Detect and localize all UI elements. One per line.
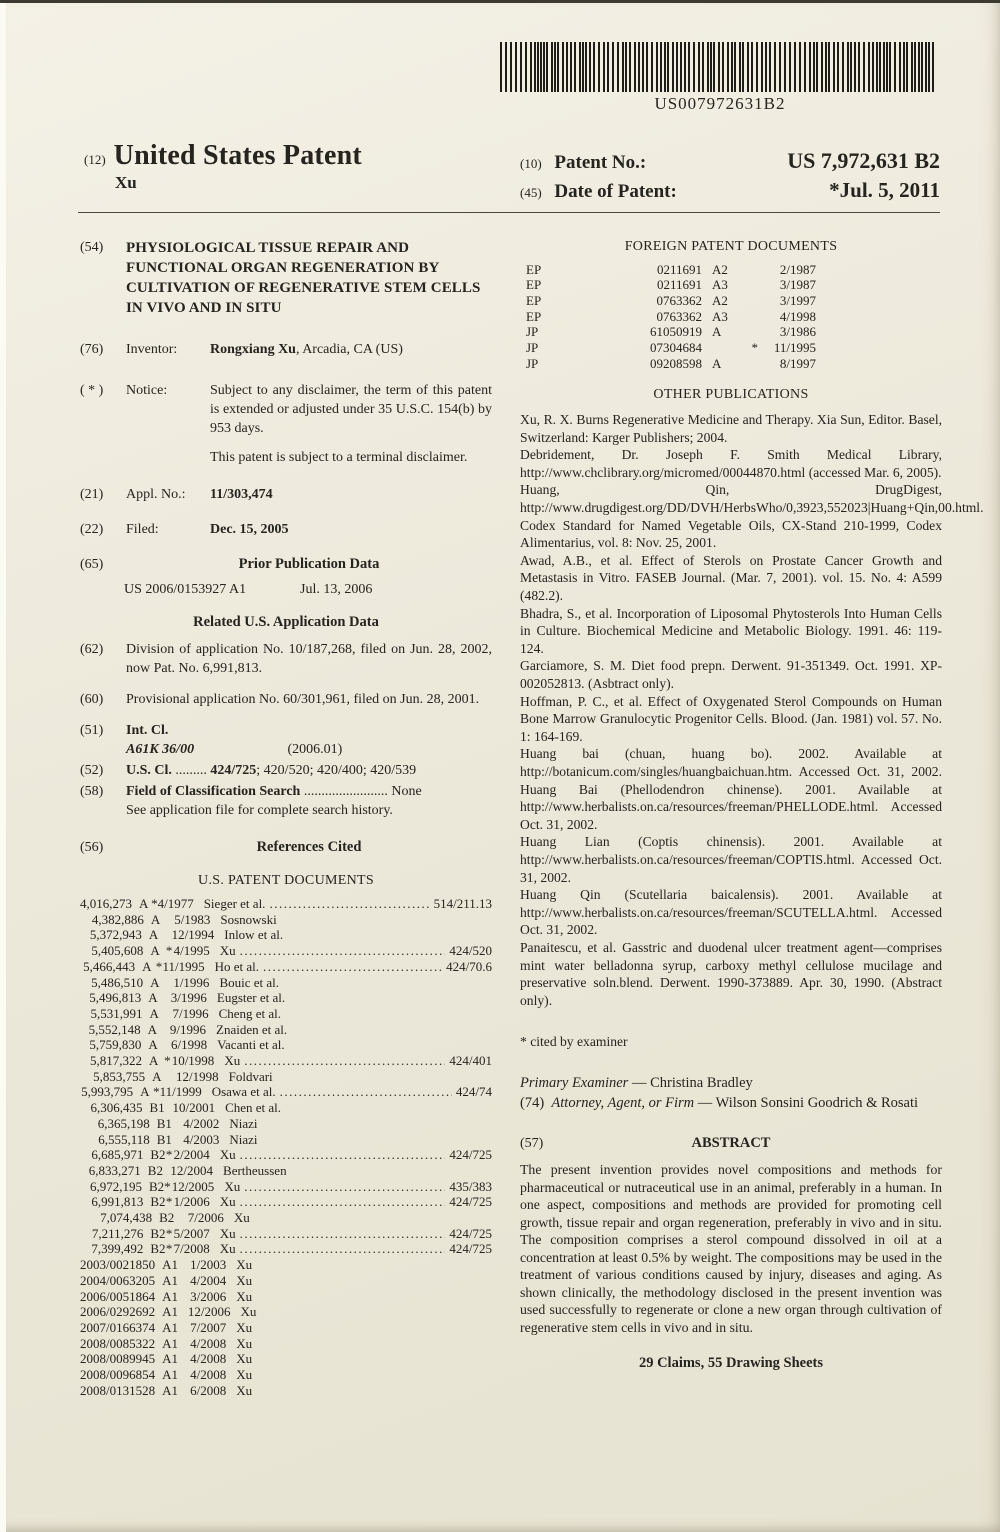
us-patent-row: 2003/0021850 A1 1/2003 Xu: [80, 1257, 253, 1273]
foreign-patent-row: EP 0763362 A3 4/1998: [526, 308, 816, 324]
us-patent-documents-heading: U.S. PATENT DOCUMENTS: [198, 873, 374, 888]
us-patent-row: 6,833,271 B2 12/2004 Bertheussen: [88, 1162, 287, 1178]
us-patent-row: 5,531,991 A 7/1996 Cheng et al.: [90, 1005, 282, 1021]
us-patent-row: 7,211,276 B2 * 5/2007 Xu ..... 424/725: [80, 1226, 492, 1242]
us-patent-row: 2008/0085322 A1 4/2008 Xu: [80, 1335, 253, 1351]
filed-row: (22) Filed: Dec. 15, 2005: [80, 522, 289, 537]
foreign-patent-row: EP 0211691 A3 3/1987: [526, 277, 816, 293]
dot-leader: [240, 1226, 446, 1242]
foreign-patent-list: [520, 262, 942, 372]
us-patent-row: 6,306,435 B1 10/2001 Chen et al.: [90, 1100, 282, 1116]
us-patent-row: 5,372,943 A 12/1994 Inlow et al.: [89, 927, 284, 943]
abstract-text: The present invention provides novel compositions and methods for pharmaceutical or nutraceutical use in an animal, preferably in a human. In one aspect, compositions and methods are provided for promoting cell growth, tissue repair and organ regeneration, preferably in vivo and in situ. The composition comprises a sterol compound dissolved in oil at a concentration at least 0.5% by weight. The compositions may be used in the treatment of various conditions caused by injury, diseases and aging. As shown clinically, the methodology disclosed in the present invention was used successfully to regenerate or clone a new organ through cultivation of regenerative stem cells in vivo and in situ.: [520, 1162, 942, 1335]
references-cited-heading: References Cited: [256, 839, 362, 855]
us-patent-row: 6,365,198 B1 4/2002 Niazi: [97, 1115, 258, 1131]
title-section: (54) PHYSIOLOGICAL TISSUE REPAIR AND FUNCTIONAL ORGAN REGENERATION BY CULTIVATION OF REGENERATIVE STEM CELLS IN VIVO AND IN SITU: [80, 238, 492, 318]
publication-entry: Hoffman, P. C., et al. Effect of Oxygenated Sterol Compounds on Human Bone Marrow Granulocytic Progenitor Cells. Blood. (Jan. 1981) vol. 57. No. 1: 164-169.: [520, 693, 942, 744]
us-patent-row: 5,496,813 A 3/1996 Eugster et al.: [89, 990, 286, 1006]
us-patent-row: 2008/0089945 A1 4/2008 Xu: [80, 1351, 253, 1367]
foreign-patent-row: JP 07304684 * 11/1995: [526, 340, 816, 356]
us-patent-row: 5,853,755 A 12/1998 Foldvari: [93, 1068, 273, 1084]
appl-no-value: 11/303,474: [210, 487, 273, 502]
notice-row: ( * ) Notice: Subject to any disclaimer, the term of this patent is extended or adjusted under 35 U.S.C. 154(b) by 953 days. This patent is subject to a terminal disclaimer.: [80, 383, 492, 465]
foreign-patent-documents-heading: FOREIGN PATENT DOCUMENTS: [624, 239, 838, 254]
us-patent-row: 5,405,608 A * 4/1995 Xu ..... 424/520: [80, 943, 492, 959]
appl-no-row: (21) Appl. No.: 11/303,474: [80, 487, 273, 502]
us-patent-row: 4,016,273 A * 4/1977 Sieger et al. ..... 514/211.13: [80, 896, 492, 912]
inventor-value: Rongxiang Xu, Arcadia, CA (US): [210, 342, 403, 357]
cited-by-examiner-note: * cited by examiner: [520, 1034, 628, 1050]
document-title: United States Patent: [113, 140, 362, 171]
dot-leader: [263, 959, 442, 975]
barcode-text: US007972631B2: [654, 94, 786, 113]
dot-leader: [240, 1147, 446, 1163]
barcode: [500, 42, 940, 92]
dot-leader: [280, 1084, 452, 1100]
notice-text: Subject to any disclaimer, the term of this patent is extended or adjusted under 35 U.S.C. 154(b) by 953 days. This patent is subject to a terminal disclaimer.: [210, 383, 492, 465]
us-patent-row: 2006/0292692 A1 12/2006 Xu: [80, 1304, 257, 1320]
header-left: [84, 140, 362, 193]
foreign-patent-row: EP 0763362 A2 3/1997: [526, 293, 816, 308]
publication-entry: Garciamore, S. M. Diet food prepn. Derwent. 91-351349. Oct. 1991. XP-002052813. (Asbtract only).: [520, 658, 942, 692]
barcode-section: [500, 42, 940, 114]
claims-summary: 29 Claims, 55 Drawing Sheets: [638, 1355, 824, 1372]
publication-entry: Codex Standard for Named Vegetable Oils, CX-Stand 210-1999, Codex Alimentarius, vol. 8: Nov. 25, 2001.: [520, 517, 942, 551]
publication-entry: Huang Lian (Coptis chinensis). 2001. Available at http://www.herbalists.on.ca/resources/freeman/COPTIS.html. Accessed Oct. 31, 2002.: [520, 834, 942, 885]
dot-leader: [240, 1194, 446, 1210]
publication-entry: Huang Qin (Scutellaria baicalensis). 2001. Available at http://www.herbalists.on.ca/resources/freeman/SCUTELLA.html. Accessed Oct. 31, 2002.: [520, 887, 942, 938]
division-entry: (62) Division of application No. 10/187,268, filed on Jun. 28, 2002, now Pat. No. 6,991,813.: [80, 642, 492, 676]
us-patent-row: 2004/0063205 A1 4/2004 Xu: [80, 1272, 253, 1288]
us-patent-row: 6,972,195 B2 * 12/2005 Xu ..... 435/383: [80, 1179, 492, 1195]
publication-entry: Huang, Qin, DrugDigest, http://www.drugdigest.org/DD/DVH/HerbsWho/0,3923,552023|Huang+Qin,00.html.: [520, 482, 984, 516]
date-of-patent-value: *Jul. 5, 2011: [829, 178, 940, 202]
us-patent-row: 2008/0131528 A1 6/2008 Xu: [80, 1382, 253, 1398]
publication-entry: Awad, A.B., et al. Effect of Sterols on Prostate Cancer Growth and Metastasis in Vitro. FASEB Journal. (Mar. 7, 2001). vol. 15. No. 4: A599 (482.2).: [520, 552, 942, 604]
field-note: See application file for complete search history.: [126, 803, 393, 818]
patent-no-value: US 7,972,631 B2: [787, 148, 940, 173]
us-patent-row: 5,552,148 A 9/1996 Znaiden et al.: [88, 1021, 288, 1037]
provisional-entry: (60) Provisional application No. 60/301,961, filed on Jun. 28, 2001.: [80, 692, 480, 707]
filed-value: Dec. 15, 2005: [210, 522, 289, 537]
us-patent-list: [80, 896, 492, 1399]
prior-publication-section: (65) Prior Publication Data US 2006/0153927 A1 Jul. 13, 2006: [80, 555, 492, 599]
dot-leader: [244, 1179, 445, 1195]
date-of-patent-label: (45) Date of Patent:: [520, 181, 677, 202]
inventor-row: (76) Inventor: Rongxiang Xu, Arcadia, CA (US): [80, 340, 492, 359]
us-patent-row: 7,399,492 B2 * 7/2008 Xu ..... 424/725: [80, 1241, 492, 1257]
us-patent-row: 5,759,830 A 6/1998 Vacanti et al.: [89, 1037, 285, 1053]
publication-entry: Debridement, Dr. Joseph F. Smith Medical Library, http://www.chclibrary.org/micromed/00044870.html (accessed Mar. 6, 2005).: [520, 447, 942, 480]
inventor-surname: Xu: [115, 173, 137, 192]
prior-publication-heading: Prior Publication Data: [238, 556, 380, 572]
us-patent-row: 5,486,510 A 1/1996 Bouic et al.: [91, 974, 280, 990]
abstract-heading: ABSTRACT: [691, 1134, 771, 1151]
us-patent-row: 2007/0166374 A1 7/2007 Xu: [80, 1319, 253, 1335]
us-patent-row: 6,991,813 B2 * 1/2006 Xu ..... 424/725: [80, 1194, 492, 1210]
other-publications-list: [520, 411, 984, 1009]
us-patent-row: 6,685,971 B2 * 2/2004 Xu ..... 424/725: [80, 1147, 492, 1163]
us-patent-row: 5,993,795 A * 11/1999 Osawa et al. ..... 424/74: [80, 1084, 492, 1100]
header-divider: [78, 212, 940, 213]
us-patent-row: 4,382,886 A 5/1983 Sosnowski: [91, 911, 277, 927]
field-of-search-row: (58) Field of Classification Search ........................ None See application file for complete search history.: [80, 784, 422, 818]
references-cited-section: (56) References Cited: [80, 838, 492, 857]
us-patent-row: 5,466,443 A * 11/1995 Ho et al. ..... 424/70.6: [80, 959, 492, 975]
prior-publication-data: US 2006/0153927 A1 Jul. 13, 2006: [124, 582, 373, 597]
header-right: [520, 148, 940, 207]
publication-entry: Huang bai (chuan, huang bo). 2002. Available at http://botanicum.com/singles/huangbaichuan.htm. Accessed Oct. 31, 2002. Huang Bai (Phellodendron chinense). 2001. Available at http://www.herbalists.on.ca/resources/freeman/PHELLODE.html. Accessed Oct. 31, 2002.: [520, 746, 942, 832]
related-application-heading: Related U.S. Application Data: [193, 614, 379, 630]
abstract-section: (57) ABSTRACT: [520, 1135, 942, 1153]
int-cl-class: A61K 36/00: [126, 742, 195, 757]
foreign-patent-row: JP 61050919 A 3/1986: [526, 324, 816, 340]
dot-leader: [269, 896, 429, 912]
foreign-patent-row: EP 0211691 A2 2/1987: [526, 261, 816, 277]
foreign-patent-row: JP 09208598 A 8/1997: [526, 355, 816, 371]
attorney-line: (74) Attorney, Agent, or Firm — Wilson Sonsini Goodrich & Rosati: [520, 1094, 919, 1111]
int-cl-row: (51) Int. Cl. A61K 36/00 (2006.01): [80, 723, 343, 757]
invention-title: PHYSIOLOGICAL TISSUE REPAIR AND FUNCTIONAL ORGAN REGENERATION BY CULTIVATION OF REGENERATIVE STEM CELLS IN VIVO AND IN SITU: [126, 240, 481, 316]
publication-entry: Xu, R. X. Burns Regenerative Medicine and Therapy. Xia Sun, Editor. Basel, Switzerland: Karger Publishers; 2004.: [520, 412, 942, 445]
dot-leader: [240, 943, 446, 959]
right-column: [520, 238, 984, 1373]
us-cl-row: (52) U.S. Cl. ......... 424/725; 420/520; 420/400; 420/539: [80, 763, 417, 778]
kind-code: (12): [84, 152, 106, 167]
us-patent-row: 2006/0051864 A1 3/2006 Xu: [80, 1288, 253, 1304]
dot-leader: [244, 1053, 445, 1069]
us-patent-row: 2008/0096854 A1 4/2008 Xu: [80, 1367, 253, 1383]
other-publications-heading: OTHER PUBLICATIONS: [653, 386, 809, 402]
left-column: [80, 238, 492, 1399]
publication-entry: Bhadra, S., et al. Incorporation of Liposomal Phytosterols Into Human Cells in Culture. Biochemical Medicine and Metabolic Biology. 1991. 46: 119-124.: [520, 605, 942, 656]
us-patent-row: 6,555,118 B1 4/2003 Niazi: [98, 1131, 258, 1147]
dot-leader: [240, 1241, 446, 1257]
int-cl-version: (2006.01): [287, 742, 343, 757]
publication-entry: Panaitescu, et al. Gasstric and duodenal ulcer treatment agent—comprises mint water belladonna syrup, carboxy methyl cellulose mucilage and preservative soln.blend. Derwent. 1990-373889. Apr. 30, 1990. (Abstract only).: [520, 939, 942, 1008]
us-patent-row: 5,817,322 A * 10/1998 Xu ..... 424/401: [80, 1053, 492, 1069]
primary-examiner-line: Primary Examiner — Christina Bradley: [520, 1074, 753, 1091]
us-patent-row: 7,074,438 B2 7/2006 Xu: [100, 1210, 250, 1226]
patent-no-label: (10) Patent No.:: [520, 152, 647, 173]
